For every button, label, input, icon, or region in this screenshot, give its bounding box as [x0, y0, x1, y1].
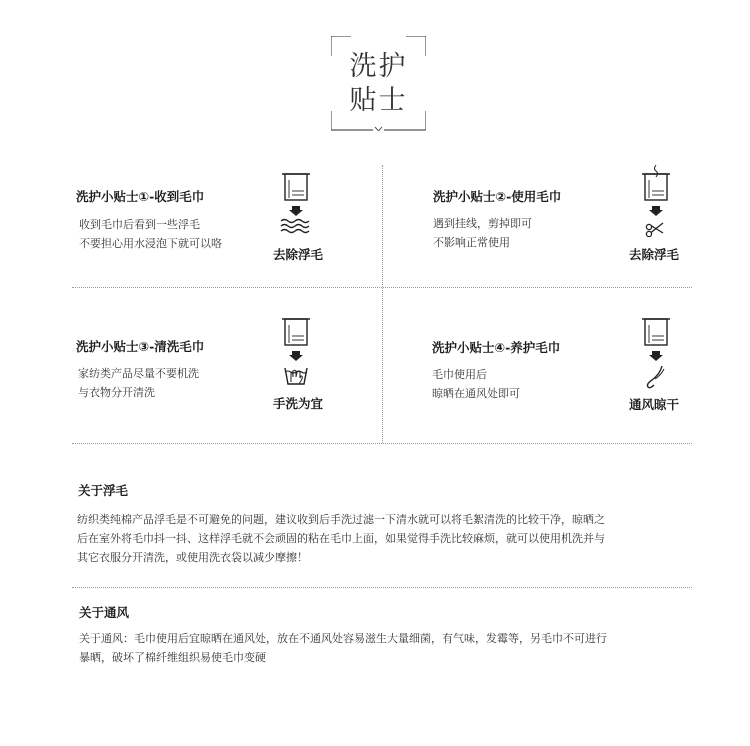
- tip-2-line-1: 遇到挂线，剪掉即可: [433, 217, 532, 230]
- towel-wind-icon: [636, 316, 676, 390]
- grid-middle-divider: [72, 287, 692, 288]
- tip-2-title: 洗护小贴士②-使用毛巾: [433, 189, 562, 204]
- section-ventilation-line-2: 暴晒，破坏了棉纤维组织易使毛巾变硬: [79, 651, 266, 664]
- section-float-hair-line-2: 后在室外将毛巾抖一抖、这样浮毛就不会顽固的粘在毛巾上面，如果觉得手洗比较麻烦，就可以使用机洗并与: [77, 532, 605, 545]
- towel-water-icon: [276, 171, 316, 235]
- tip-2-line-2: 不影响正常使用: [433, 236, 510, 249]
- section-divider: [72, 587, 692, 588]
- tip-3-line-2: 与衣物分开清洗: [78, 386, 155, 399]
- title-frame: [331, 36, 426, 131]
- tip-1-title: 洗护小贴士①-收到毛巾: [76, 189, 205, 204]
- tip-4-title: 洗护小贴士④-养护毛巾: [432, 340, 561, 355]
- tip-4-line-1: 毛巾使用后: [432, 368, 487, 381]
- grid-bottom-divider: [72, 443, 692, 444]
- tip-3-caption: 手洗为宜: [272, 396, 323, 411]
- section-ventilation-line-1: 关于通风：毛巾使用后宜晾晒在通风处，放在不通风处容易滋生大量细菌，有气味，发霉等，另毛巾不可进行: [79, 632, 607, 645]
- section-float-hair-line-3: 其它衣服分开清洗，或使用洗衣袋以减少摩擦！: [77, 551, 308, 564]
- title-line-2: 贴士: [349, 85, 408, 116]
- tip-1-line-2: 不要担心用水浸泡下就可以咯: [79, 237, 222, 250]
- tip-1-caption: 去除浮毛: [272, 247, 323, 262]
- section-float-hair-title: 关于浮毛: [78, 483, 129, 498]
- grid-vertical-divider: [382, 165, 383, 443]
- section-ventilation-title: 关于通风: [79, 605, 130, 620]
- section-float-hair-line-1: 纺织类纯棉产品浮毛是不可避免的问题，建议收到后手洗过滤一下清水就可以将毛絮清洗的比较干净，晾晒之: [77, 513, 605, 526]
- towel-handwash-icon: [276, 316, 316, 388]
- towel-scissors-icon: [636, 163, 676, 237]
- tip-3-line-1: 家纺类产品尽量不要机洗: [78, 367, 199, 380]
- tip-4-caption: 通风晾干: [628, 397, 679, 412]
- tip-4-line-2: 晾晒在通风处即可: [432, 387, 520, 400]
- tip-2-caption: 去除浮毛: [628, 247, 679, 262]
- title-line-1: 洗护: [349, 51, 408, 82]
- tip-3-title: 洗护小贴士③-清洗毛巾: [76, 339, 205, 354]
- tip-1-line-1: 收到毛巾后看到一些浮毛: [79, 218, 200, 231]
